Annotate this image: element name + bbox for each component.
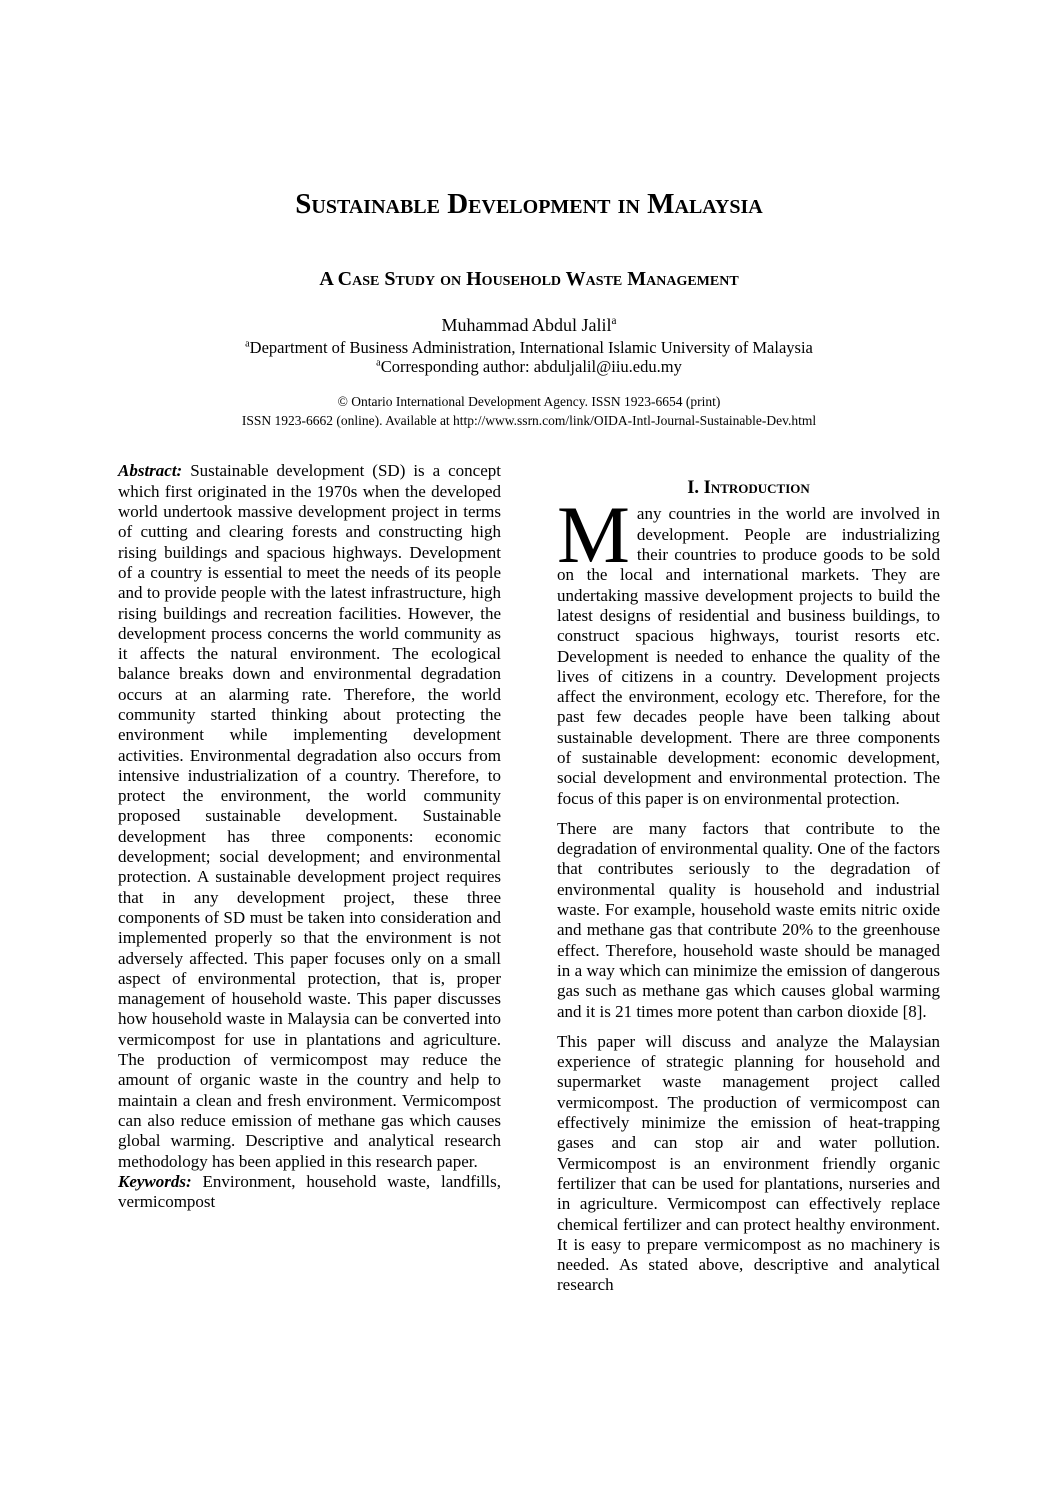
author-line (0, 315, 1058, 336)
intro-paragraph-1-text: any countries in the world are involved in development. People are industrializing their countries to produce goods to be sold on the local and international markets. They are undertaking massive development projects to build the latest designs of residential and business buildings, to construct spacious highways, tourist resorts etc. Development is needed to enhance the quality of the lives of citizens in a country. Development projects affect the environment, ecology etc. Therefore, for the past few decades people have been talking about sustainable development. There are three components of sustainable development: economic development, social development and environmental protection. The focus of this paper is on environmental protection. (557, 504, 940, 808)
author-superscript: a (611, 315, 617, 328)
corresponding-author-line (0, 357, 1058, 376)
imprint-line-1: © Ontario International Development Agency. ISSN 1923-6654 (print) (337, 394, 721, 410)
left-column (118, 461, 501, 1305)
abstract-paragraph (118, 461, 501, 1171)
affiliation-block (0, 338, 1058, 376)
paper-title: Sustainable Development in Malaysia (295, 188, 763, 220)
keywords-text: Environment, household waste, landfills, vermicompost (118, 1171, 501, 1212)
abstract-text: Sustainable development (SD) is a concept which first originated in the 1970s when the developed world undertook massive development project in terms of cutting and clearing forests and constructing high rising buildings and spacious highways. Development of a country is essential to meet the needs of its people and to provide people with the latest infrastructure, high rising buildings and recreation facilities. However, the development process concerns the world community as it affects the natural environment. The ecological balance breaks down and environmental degradation occurs at an alarming rate. Therefore, the world community started thinking about protecting the environment while implementing development activities. Environmental degradation also occurs from intensive industrialization of a country. Therefore, to protect the environment, the world community proposed sustainable development. Sustainable development has three components: economic development; social development; and environmental protection. A sustainable development project requires that in any development project, these three components of SD must be taken into consideration and implemented properly so that the environment is not adversely affected. This paper focuses only on a small aspect of environmental protection, that is, proper management of household waste. This paper discusses how household waste in Malaysia can be converted into vermicompost for use in plantations and agriculture. The production of vermicompost may reduce the amount of organic waste in the country and help to maintain a clean and fresh environment. Vermicompost can also reduce emission of methane gas which causes global warming. Descriptive and analytical research methodology has been applied in this research paper. (118, 461, 501, 1171)
corresponding-text: Corresponding author: abduljalil@iiu.edu.my (380, 357, 682, 377)
intro-paragraph-1 (557, 489, 940, 808)
intro-paragraph-2: There are many factors that contribute to the degradation of environmental quality. One of the factors that contributes seriously to the degradation of environmental quality is household and industrial waste. For example, household waste emits nitric oxide and methane gas that contribute 20% to the greenhouse effect. Therefore, household waste should be managed in a way which can minimize the emission of dangerous gas such as methane gas which causes global warming and it is 21 times more potent than carbon dioxide [8]. (557, 818, 940, 1021)
drop-cap: M (557, 489, 630, 581)
abstract-label: Abstract: (118, 461, 183, 481)
two-column-body (0, 461, 1058, 1305)
imprint-line-2: ISSN 1923-6662 (online). Available at http://www.ssrn.com/link/OIDA-Intl-Journal-Sustainable-Dev.html (241, 412, 817, 428)
section-heading-introduction: I. Introduction (687, 478, 810, 499)
affiliation-superscript: a (245, 338, 250, 350)
author-name: Muhammad Abdul Jalil (441, 315, 612, 336)
right-column (557, 461, 940, 1305)
affiliation-line (0, 338, 1058, 357)
intro-paragraph-3: This paper will discuss and analyze the Malaysian experience of strategic planning for household and supermarket waste management project called vermicompost. The production of vermicompost can effectively minimize the emission of heat-trapping gases and can stop air and water pollution. Vermicompost is an environment friendly organic fertilizer that can be used for plantations, nurseries and in agriculture. Vermicompost can effectively replace chemical fertilizer and can protect healthy environment. It is easy to prepare vermicompost as no machinery is needed. As stated above, descriptive and analytical research (557, 1031, 940, 1295)
keywords-label: Keywords: (118, 1171, 192, 1191)
affiliation-text: Department of Business Administration, International Islamic University of Malaysia (249, 338, 813, 358)
paper-subtitle: A Case Study on Household Waste Management (319, 268, 739, 291)
corresponding-superscript: a (376, 357, 381, 369)
keywords-paragraph (118, 1172, 501, 1213)
paper-header (0, 0, 1058, 430)
imprint-block (0, 393, 1058, 430)
